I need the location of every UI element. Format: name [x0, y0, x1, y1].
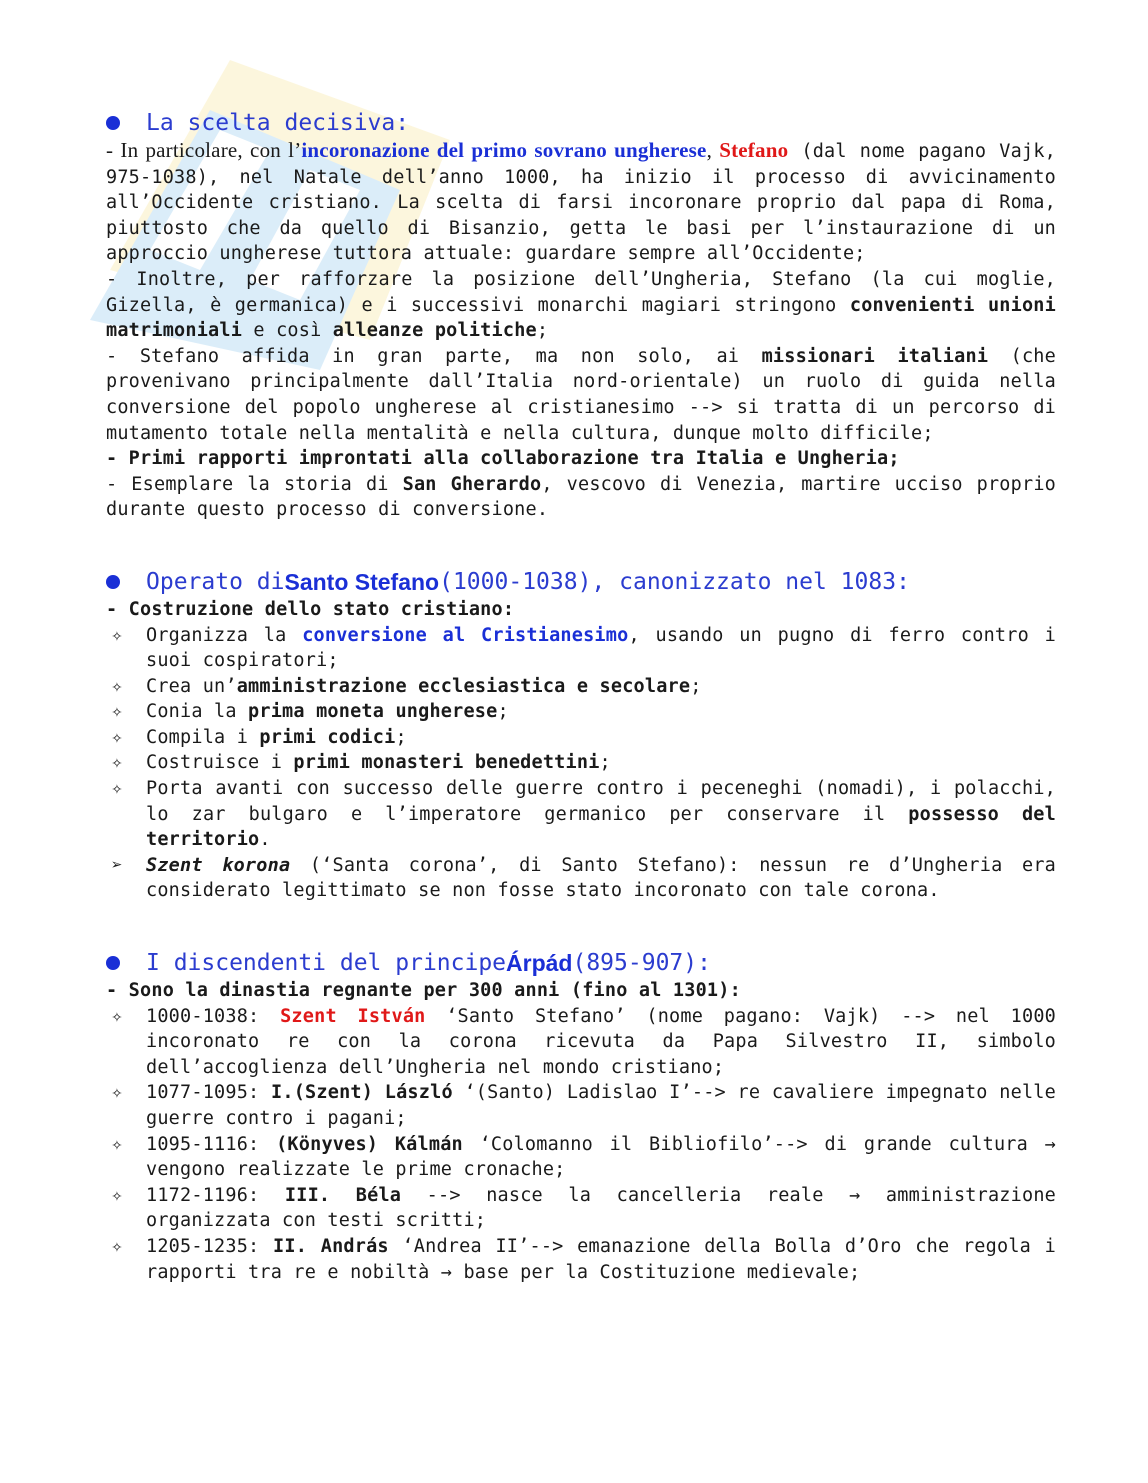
star-bullet-icon: ✧ — [111, 624, 123, 646]
document-page — [106, 108, 1056, 1285]
star-bullet-icon: ✧ — [111, 1184, 123, 1206]
bullet-dot-icon — [106, 956, 120, 970]
list-item: ✧ 1000-1038: Szent István ‘Santo Stefano’ (nome pagano: Vajk) --> nel 1000 incoronato re con la corona ricevuta da Papa Silvestro II, simbolo dell’accoglienza dell’Ungheria nel mondo cristiano; — [106, 1004, 1056, 1081]
list-item: ✧ 1077-1095: I.(Szent) László ‘(Santo) Ladislao I’--> re cavaliere impegnato nelle guerre contro i pagani; — [106, 1080, 1056, 1131]
arrow-bullet-icon: ➢ — [111, 854, 123, 876]
star-bullet-icon: ✧ — [111, 675, 123, 697]
section-heading — [106, 108, 1056, 138]
paragraph: - Primi rapporti improntati alla collaborazione tra Italia e Ungheria; — [106, 448, 900, 470]
list-item: ✧ Conia la prima moneta ungherese; — [106, 699, 1056, 725]
paragraph: - Esemplare la storia di San Gherardo, vescovo di Venezia, martire ucciso proprio durante questo processo di conversione. — [106, 473, 1057, 521]
star-bullet-icon: ✧ — [111, 778, 123, 800]
list-item: ✧ 1205-1235: II. András ‘Andrea II’--> emanazione della Bolla d’Oro che regola i rapporti tra re e nobiltà → base per la Costituzione medievale; — [106, 1234, 1056, 1285]
section-santo-stefano — [106, 567, 1056, 904]
section-discendenti-arpad — [106, 948, 1056, 1285]
star-bullet-icon: ✧ — [111, 1005, 123, 1027]
star-bullet-icon: ✧ — [111, 1082, 123, 1104]
star-bullet-icon: ✧ — [111, 1133, 123, 1155]
paragraph: - In particolare, con l’incoronazione del primo sovrano ungherese, Stefano (dal nome pagano Vajk, 975-1038), nel Natale dell’anno 1000, ha inizio il processo di avvicinamento all’Occidente cristiano. La scelta di farsi incoronare proprio dal papa di Roma, piuttosto che da quello di Bisanzio, getta le basi per l’instaurazione di un approccio ungherese tuttora attuale: guardare sempre all’Occidente; — [106, 138, 1056, 265]
list-item: ✧ Porta avanti con successo delle guerre contro i peceneghi (nomadi), i polacchi, lo zar bulgaro e l’imperatore germanico per conservare il possesso del territorio. — [106, 776, 1056, 853]
star-bullet-icon: ✧ — [111, 1235, 123, 1257]
paragraph: - Stefano affida in gran parte, ma non solo, ai missionari italiani (che provenivano principalmente dall’Italia nord-orientale) un ruolo di guida nella conversione del popolo ungherese al cristianesimo --> si tratta di un percorso di mutamento totale nella mentalità e nella cultura, dunque molto difficile; — [106, 345, 1056, 444]
list-item: ✧ Costruisce i primi monasteri benedettini; — [106, 750, 1056, 776]
dynasty-list — [106, 1004, 1056, 1286]
section-scelta-decisiva — [106, 108, 1056, 523]
star-bullet-icon: ✧ — [111, 752, 123, 774]
star-bullet-icon: ✧ — [111, 701, 123, 723]
list-item: ✧ Crea un’amministrazione ecclesiastica e secolare; — [106, 674, 1056, 700]
star-bullet-icon: ✧ — [111, 726, 123, 748]
list-item: ✧ 1172-1196: III. Béla --> nasce la cancelleria reale → amministrazione organizzata con testi scritti; — [106, 1183, 1056, 1234]
paragraph: - Inoltre, per rafforzare la posizione dell’Ungheria, Stefano (la cui moglie, Gizella, è germanica) e i successivi monarchi magiari stringono convenienti unioni matrimoniali e così alleanze politiche; — [106, 268, 1056, 342]
section-heading: I discendenti del principe Árpád (895-907): — [106, 948, 1056, 978]
list-item: ➢ Szent korona (‘Santa corona’, di Santo Stefano): nessun re d’Ungheria era considerato legittimato se non fosse stato incoronato con tale corona. — [106, 853, 1056, 904]
bullet-dot-icon — [106, 575, 120, 589]
bullet-dot-icon — [106, 116, 120, 130]
achievements-list — [106, 623, 1056, 905]
subheading: - Costruzione dello stato cristiano: — [106, 598, 515, 620]
list-item: ✧ Compila i primi codici; — [106, 725, 1056, 751]
list-item: ✧ Organizza la conversione al Cristianesimo, usando un pugno di ferro contro i suoi cospiratori; — [106, 623, 1056, 674]
subheading: - Sono la dinastia regnante per 300 anni (fino al 1301): — [106, 980, 741, 1002]
section-heading: Operato di Santo Stefano (1000-1038), canonizzato nel 1083: — [106, 567, 1056, 597]
list-item: ✧ 1095-1116: (Könyves) Kálmán ‘Colomanno il Bibliofilo’--> di grande cultura → vengono realizzate le prime cronache; — [106, 1132, 1056, 1183]
heading-text: La scelta decisiva: — [146, 110, 410, 136]
